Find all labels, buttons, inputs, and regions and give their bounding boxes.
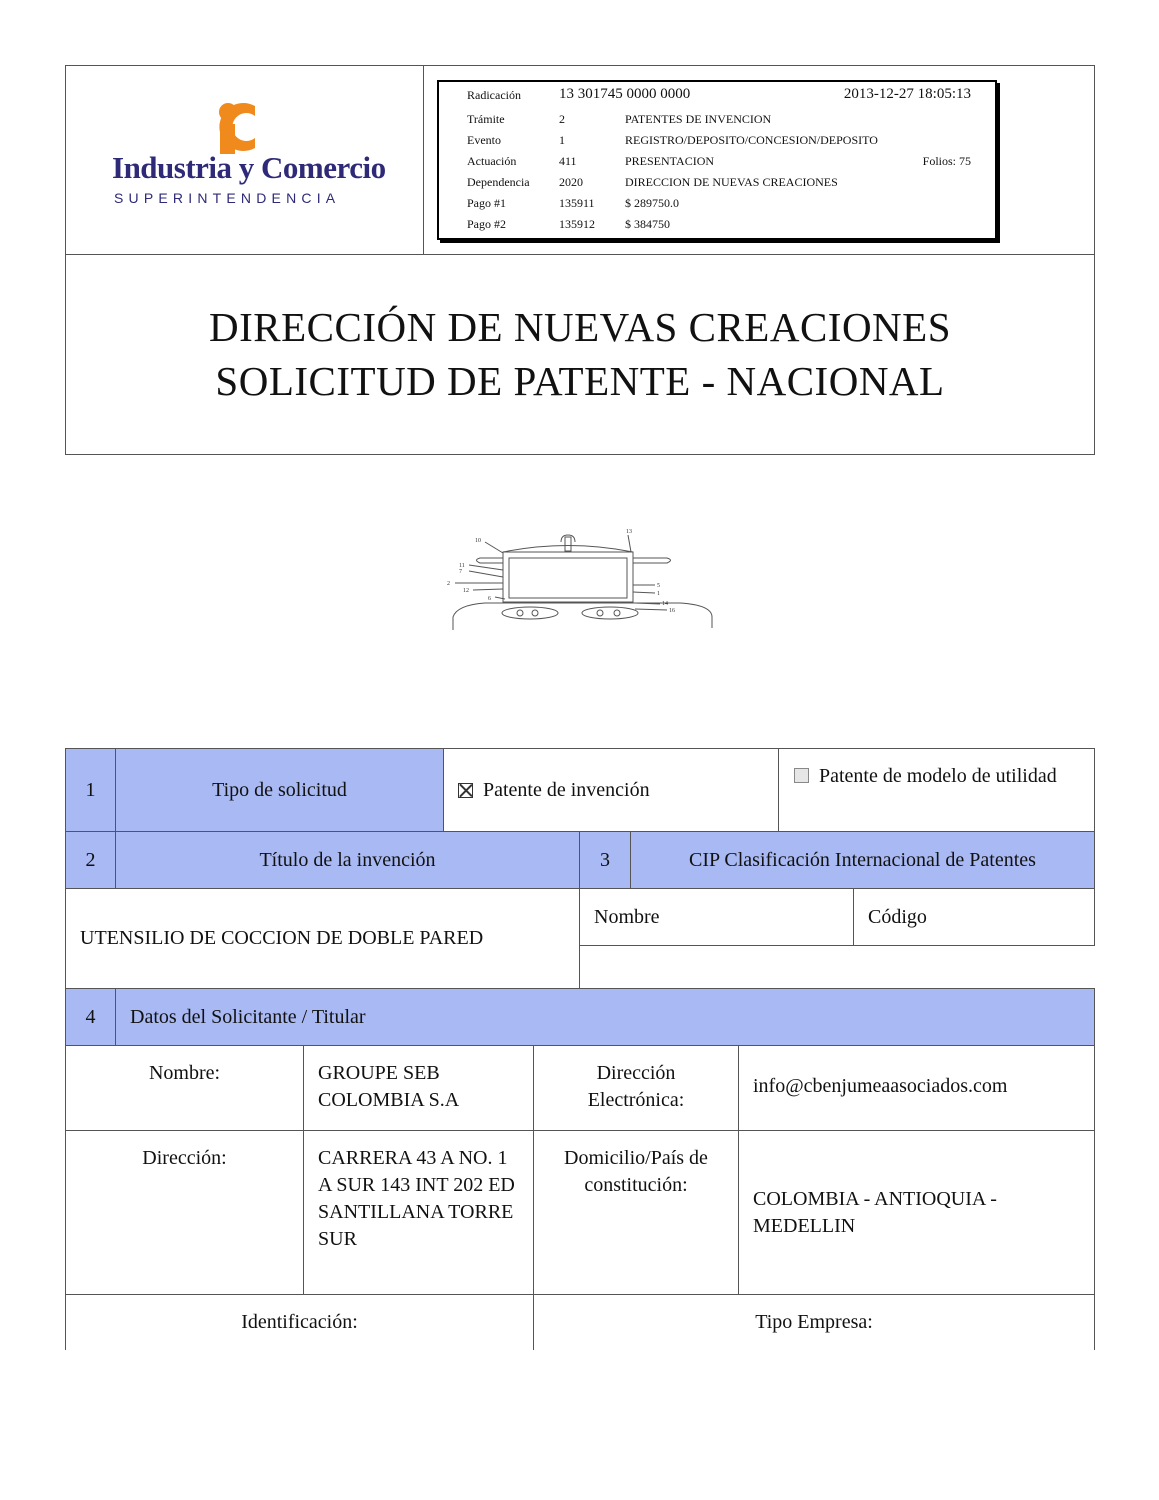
drawing-label: 7: [459, 569, 462, 575]
radicacion-number: 13 301745 0000 0000: [559, 86, 691, 102]
actuacion-desc: PRESENTACION: [625, 154, 715, 168]
drawing-label: 2: [447, 581, 450, 587]
option-patente-modelo-utilidad[interactable]: [778, 748, 1095, 832]
direccion-value: CARRERA 43 A NO. 1 A SUR 143 INT 202 ED SANTILLANA TORRE SUR: [303, 1130, 534, 1295]
pago1-amount: $ 289750.0: [625, 196, 679, 210]
direccion-label: Dirección:: [65, 1130, 304, 1295]
evento-label: Evento: [467, 133, 501, 147]
domicilio-value: COLOMBIA - ANTIOQUIA - MEDELLIN: [738, 1130, 1095, 1295]
drawing-label: 11: [459, 563, 465, 569]
domicilio-label: Domicilio/País de constitución:: [533, 1130, 739, 1295]
cip-codigo-label: Código: [853, 888, 1095, 946]
tramite-desc: PATENTES DE INVENCION: [625, 112, 772, 126]
sic-logo-mark-icon: [100, 98, 400, 158]
drawing-label: 13: [626, 529, 632, 535]
dependencia-code: 2020: [559, 175, 583, 189]
dependencia-desc: DIRECCION DE NUEVAS CREACIONES: [625, 175, 838, 189]
section-number: 3: [579, 831, 631, 889]
email-value: info@cbenjumeaasociados.com: [738, 1045, 1095, 1131]
header-divider: [65, 254, 1095, 255]
tramite-code: 2: [559, 112, 565, 126]
cip-nombre-label: Nombre: [579, 888, 854, 946]
drawing-label: 1: [657, 591, 660, 597]
option-patente-invencion[interactable]: [443, 748, 779, 832]
radicacion-label: Radicación: [467, 88, 521, 102]
title-line-2: SOLICITUD DE PATENTE - NACIONAL: [215, 358, 945, 404]
section-number: 1: [65, 748, 116, 832]
pago1-code: 135911: [559, 196, 595, 210]
email-label: Dirección Electrónica:: [533, 1045, 739, 1131]
logo-title: Industria y Comercio: [112, 150, 386, 185]
header-divider: [423, 65, 424, 255]
section-title-titulo-invencion: Título de la invención: [115, 831, 580, 889]
invention-title-value: UTENSILIO DE COCCION DE DOBLE PARED: [65, 888, 580, 989]
nombre-label: Nombre:: [65, 1045, 304, 1131]
pago2-label: Pago #2: [467, 217, 506, 231]
folios: Folios: 75: [922, 154, 971, 168]
drawing-label: 16: [669, 608, 675, 614]
checkbox-checked-icon[interactable]: [458, 783, 473, 798]
pago1-label: Pago #1: [467, 196, 506, 210]
document-title: [65, 300, 1095, 408]
evento-desc: REGISTRO/DEPOSITO/CONCESION/DEPOSITO: [625, 133, 878, 147]
filing-datetime: 2013-12-27 18:05:13: [843, 86, 971, 102]
option-label: Patente de invención: [483, 778, 650, 801]
actuacion-code: 411: [559, 154, 577, 168]
cookware-drawing: [445, 525, 720, 630]
filing-stamp: [437, 80, 997, 240]
pago2-code: 135912: [559, 217, 595, 231]
drawing-label: 14: [662, 601, 668, 607]
tipo-empresa-label: Tipo Empresa:: [533, 1294, 1095, 1350]
dependencia-label: Dependencia: [467, 175, 530, 189]
title-line-1: DIRECCIÓN DE NUEVAS CREACIONES: [208, 304, 952, 350]
pago2-amount: $ 384750: [625, 217, 670, 231]
actuacion-label: Actuación: [467, 154, 517, 168]
logo-subtitle: SUPERINTENDENCIA: [114, 190, 341, 206]
drawing-label: 10: [475, 538, 481, 544]
checkbox-unchecked-icon[interactable]: [794, 768, 809, 783]
tramite-label: Trámite: [467, 112, 505, 126]
section-title-solicitante: Datos del Solicitante / Titular: [115, 988, 1095, 1046]
section-title-tipo-solicitud: Tipo de solicitud: [115, 748, 444, 832]
drawing-label: 6: [488, 596, 491, 602]
drawing-label: 5: [657, 583, 660, 589]
section-title-cip: CIP Clasificación Internacional de Patentes: [630, 831, 1095, 889]
drawing-label: 12: [463, 588, 469, 594]
sic-logo: [100, 98, 400, 218]
nombre-value: GROUPE SEB COLOMBIA S.A: [303, 1045, 534, 1131]
identificacion-label: Identificación:: [65, 1294, 534, 1350]
section-number: 4: [65, 988, 116, 1046]
evento-code: 1: [559, 133, 565, 147]
option-label: Patente de modelo de utilidad: [819, 765, 1057, 787]
section-number: 2: [65, 831, 116, 889]
